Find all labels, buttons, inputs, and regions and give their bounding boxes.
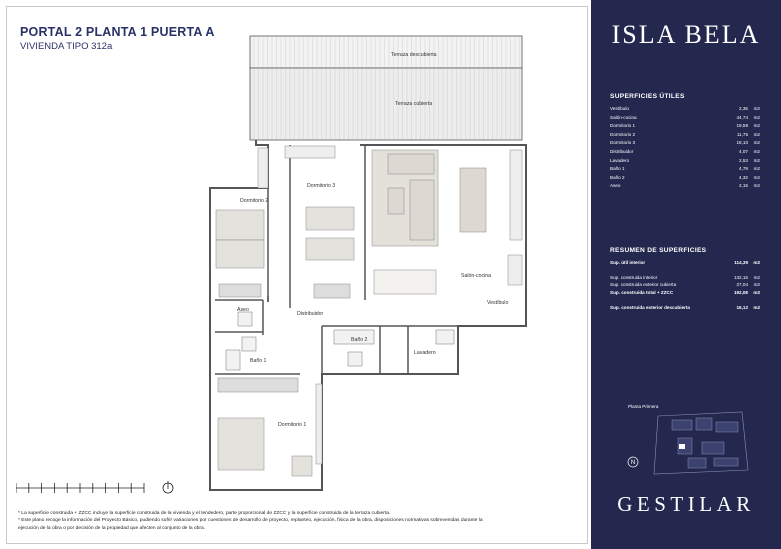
surfaces-unit: m2	[753, 174, 760, 180]
room-label-terraza-descubierta: Terraza descubierta	[391, 52, 437, 58]
surfaces-name: Vestíbulo	[610, 106, 629, 111]
room-label-bano-2: Baño 2	[351, 337, 368, 343]
plan-subtitle: VIVIENDA TIPO 312a	[20, 41, 113, 52]
surfaces-unit: m2	[753, 106, 760, 111]
surfaces-name: Baño 2	[610, 174, 625, 180]
surfaces-name: Dormitorio 3	[610, 140, 636, 146]
surfaces-row	[610, 149, 760, 156]
surfaces-value: 19,59	[736, 123, 748, 129]
location-minimap	[624, 408, 754, 478]
svg-text:N: N	[630, 460, 636, 466]
surfaces-row	[610, 175, 760, 182]
room-label-dormitorio-1: Dormitorio 1	[278, 422, 307, 428]
surfaces-unit: m2	[753, 149, 760, 154]
room-label-salon-cocina: Salón-cocina	[461, 273, 491, 279]
surfaces-value: 2,15	[739, 183, 748, 189]
room-label-bano-1: Baño 1	[250, 358, 267, 364]
surfaces-row	[610, 106, 760, 113]
room-label-dormitorio-2: Dormitorio 2	[240, 198, 269, 204]
summary-unit: m2	[753, 282, 760, 287]
summary-unit: m2	[753, 305, 760, 310]
summary-row	[610, 290, 760, 297]
north-arrow-icon	[627, 452, 639, 472]
surfaces-row	[610, 115, 760, 122]
summary-unit: m2	[753, 275, 760, 280]
compass-icon	[163, 481, 173, 493]
surfaces-row	[610, 132, 760, 139]
bedroom-2-furniture	[216, 148, 268, 297]
scale-bar	[16, 480, 186, 496]
surfaces-value: 2,53	[739, 157, 748, 163]
company-logo: GESTILAR	[617, 492, 755, 516]
surfaces-name: Aseo	[610, 183, 621, 189]
room-label-distribuidor: Distribuidor	[297, 311, 324, 317]
surfaces-unit: m2	[753, 114, 760, 120]
surfaces-name: Dormitorio 1	[610, 123, 636, 129]
surfaces-name: Lavadero	[610, 157, 630, 163]
summary-row	[610, 275, 760, 282]
summary-row	[610, 282, 760, 289]
summary-row	[610, 260, 760, 267]
summary-name: Sup. útil interior	[610, 260, 646, 265]
summary-unit: m2	[753, 260, 760, 265]
surfaces-unit: m2	[753, 123, 760, 129]
room-label-terraza-cubierta: Terraza cubierta	[395, 101, 433, 107]
surfaces-value: 18,10	[736, 140, 748, 146]
footnotes	[18, 510, 488, 532]
summary-row	[610, 305, 760, 312]
surfaces-title: SUPERFICIES ÚTILES	[610, 93, 685, 100]
surfaces-value: 4,79	[739, 166, 748, 172]
surfaces-row	[610, 140, 760, 147]
surfaces-value: 4,07	[739, 149, 748, 154]
surfaces-value: 11,75	[736, 131, 748, 137]
summary-name: Sup. construida total + ZZCC	[610, 290, 674, 295]
surfaces-value: 4,32	[739, 174, 748, 180]
footnote-1: * La superficie construida + ZZCC incluye la superficie construida de la vivienda y el tendedero, parte proporcional de ZZCC y la superficie construida de la terraza cubierta.	[18, 511, 391, 516]
surfaces-row	[610, 123, 760, 130]
surfaces-name: Salón-cocina	[610, 114, 637, 120]
floor-plan	[200, 30, 530, 500]
room-label-lavadero: Lavadero	[414, 350, 436, 356]
surfaces-unit: m2	[753, 157, 760, 163]
surfaces-unit: m2	[753, 166, 760, 172]
surfaces-row	[610, 158, 760, 165]
terrace-covered	[250, 68, 522, 140]
sidebar	[591, 0, 781, 549]
unit-location-marker	[679, 444, 685, 449]
room-label-dormitorio-3: Dormitorio 3	[307, 183, 336, 189]
surfaces-row	[610, 183, 760, 190]
summary-unit: m2	[753, 290, 760, 295]
summary-value: 132,16	[733, 275, 748, 280]
surfaces-value: 44,74	[736, 114, 748, 120]
location-label: Planta Primera	[628, 404, 659, 409]
surfaces-name: Distribuidor	[610, 149, 634, 154]
bedroom-3-furniture	[285, 146, 354, 298]
brand-logo: ISLA BELA	[611, 20, 761, 49]
summary-value: 114,39	[734, 260, 748, 265]
plan-title: PORTAL 2 PLANTA 1 PUERTA A	[20, 25, 215, 39]
surfaces-unit: m2	[753, 183, 760, 189]
bedroom-1-furniture	[218, 378, 322, 476]
surfaces-unit: m2	[753, 131, 760, 137]
surfaces-row	[610, 166, 760, 173]
surfaces-unit: m2	[753, 140, 760, 146]
surfaces-name: Baño 1	[610, 166, 625, 172]
terrace-uncovered	[250, 36, 522, 68]
summary-value: 27,04	[736, 282, 748, 287]
surfaces-value: 2,35	[739, 106, 748, 111]
room-label-aseo: Aseo	[237, 307, 249, 313]
summary-title: RESUMEN DE SUPERFICIES	[610, 247, 707, 254]
surfaces-name: Dormitorio 2	[610, 131, 636, 137]
room-label-vestibulo: Vestíbulo	[487, 300, 509, 306]
summary-name: Sup. construida interior	[610, 275, 658, 280]
summary-name: Sup. construida exterior descubierta	[610, 305, 690, 310]
summary-name: Sup. construida exterior cubierta	[610, 282, 677, 287]
summary-value: 192,08	[733, 290, 748, 295]
footnote-2: * Este plano recoge la información del Proyecto Básico, pudiendo sufrir variaciones por cuestiones de desarrollo de proyecto, replanteo, ejecución, física de la obra, disposiciones normativas sobrevenidas durante la ejecución de la obra o por decisión de la propiedad que afecten al conjunto de la obra.	[18, 518, 483, 531]
summary-value: 16,12	[736, 305, 748, 310]
living-furniture	[372, 150, 522, 294]
